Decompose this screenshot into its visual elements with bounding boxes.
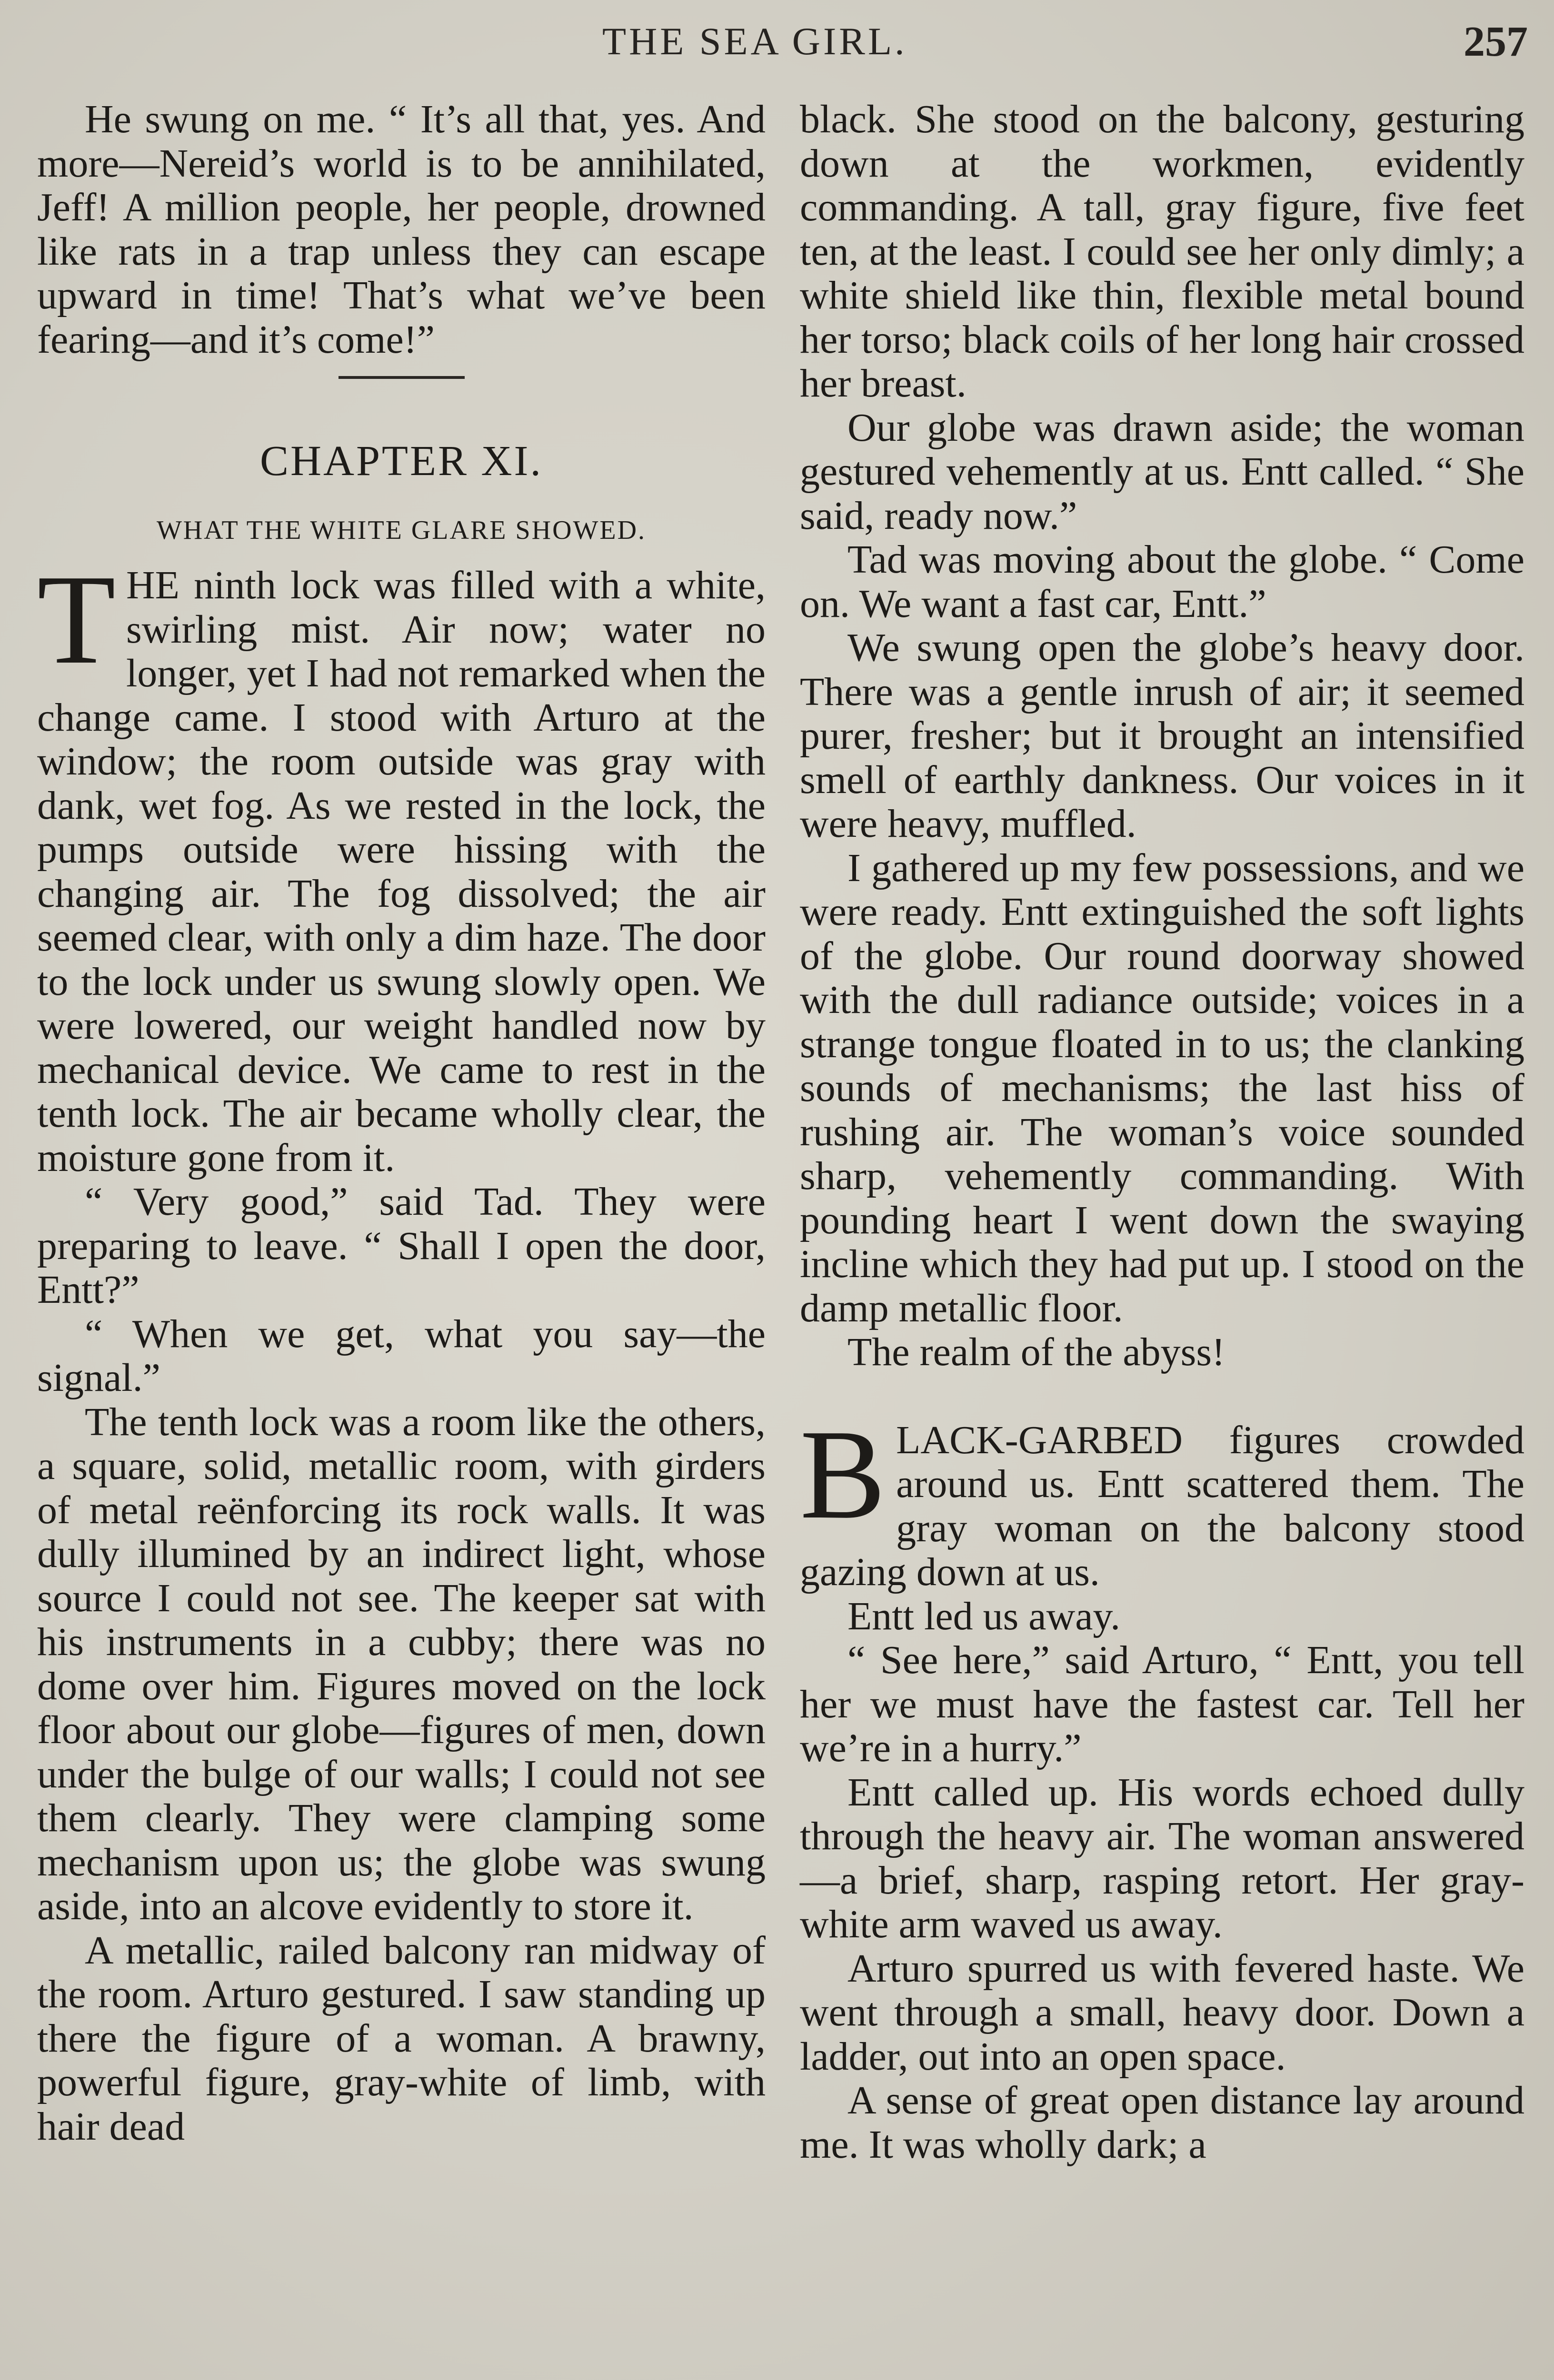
section-divider <box>339 376 465 379</box>
right-column <box>800 98 1524 2167</box>
paragraph-text: LACK-GARBED figures crowded around us. Entt scattered them. The gray woman on the balcony stood gazing down at us. <box>800 1418 1524 1594</box>
paragraph: “ See here,” said Arturo, “ Entt, you tell her we must have the fastest car. Tell her we’re in a hurry.” <box>800 1638 1524 1770</box>
running-head: THE SEA GIRL. <box>602 20 907 63</box>
paragraph: Tad was moving about the globe. “ Come on. We want a fast car, Entt.” <box>800 537 1524 626</box>
paragraph: Entt called up. His words echoed dully through the heavy air. The woman answered—a brief, sharp, rasping retort. Her gray-white arm waved us away. <box>800 1770 1524 1946</box>
paragraph: He swung on me. “ It’s all that, yes. And more—Nereid’s world is to be annihilated, Jeff! A million people, her people, drowned like rats in a trap unless they can escape upward in time! That’s what we’ve been fearing—and it’s come!” <box>37 97 766 362</box>
paragraph: Entt led us away. <box>847 1594 1121 1638</box>
paragraph <box>800 1403 1524 1595</box>
paragraph: I gathered up my few possessions, and we were ready. Entt extinguished the soft lights of the globe. Our round doorway showed with the dull radiance outside; voices in a strange tongue floated in to us; the clanking sounds of mechanisms; the last hiss of rushing air. The woman’s voice sounded sharp, vehemently commanding. With pounding heart I went down the swaying incline which they had put up. I stood on the damp metallic floor. <box>800 845 1524 1330</box>
paragraph: Our globe was drawn aside; the woman gestured vehemently at us. Entt called. “ She said, ready now.” <box>800 405 1524 538</box>
paragraph-text: HE ninth lock was filled with a white, swirling mist. Air now; water no longer, yet I had not remarked when the change came. I stood with Arturo at the window; the room outside was gray with dank, wet fog. As we rested in the lock, the pumps outside were hissing with the changing air. The fog dissolved; the air seemed clear, with only a dim haze. The door to the lock under us swung slowly open. We were lowered, our weight handled now by mechanical device. We came to rest in the tenth lock. The air became wholly clear, the moisture gone from it. <box>37 563 766 1180</box>
paragraph: “ Very good,” said Tad. They were preparing to leave. “ Shall I open the door, Entt?” <box>37 1180 766 1312</box>
paragraph <box>37 548 766 1180</box>
chapter-subtitle: WHAT THE WHITE GLARE SHOWED. <box>156 516 647 545</box>
left-column <box>37 98 766 2149</box>
paragraph: “ When we get, what you say—the signal.” <box>37 1311 766 1400</box>
paragraph: A sense of great open distance lay around me. It was wholly dark; a <box>800 2078 1524 2167</box>
paragraph: Arturo spurred us with fevered haste. We went through a small, heavy door. Down a ladder, out into an open space. <box>800 1946 1524 2079</box>
drop-cap: B <box>800 1403 886 1546</box>
paragraph: The tenth lock was a room like the others, a square, solid, metallic room, with girders of metal reënforcing its rock walls. It was dully illumined by an indirect light, whose source I could not see. The keeper sat with his instruments in a cubby; there was no dome over him. Figures moved on the lock floor about our globe—figures of men, down under the bulge of our walls; I could not see them clearly. They were clamping some mechanism upon us; the globe was swung aside, into an alcove evidently to store it. <box>37 1399 766 1928</box>
paragraph: A metallic, railed balcony ran midway of the room. Arturo gestured. I saw standing up there the figure of a woman. A brawny, powerful figure, gray-white of limb, with hair dead <box>37 1928 766 2149</box>
chapter-title: CHAPTER XI. <box>259 437 543 485</box>
paragraph: black. She stood on the balcony, gesturing down at the workmen, evidently commanding. A tall, gray figure, five feet ten, at the least. I could see her only dimly; a white shield like thin, flexible metal bound her torso; black coils of her long hair crossed her breast. <box>800 97 1524 406</box>
paragraph: We swung open the globe’s heavy door. There was a gentle inrush of air; it seemed purer, fresher; but it brought an intensified smell of earthly dankness. Our voices in it were heavy, muffled. <box>800 625 1524 846</box>
page-number: 257 <box>1464 18 1528 65</box>
paragraph: The realm of the abyss! <box>847 1330 1225 1374</box>
section-gap <box>800 1375 1524 1418</box>
drop-cap: T <box>37 548 116 691</box>
